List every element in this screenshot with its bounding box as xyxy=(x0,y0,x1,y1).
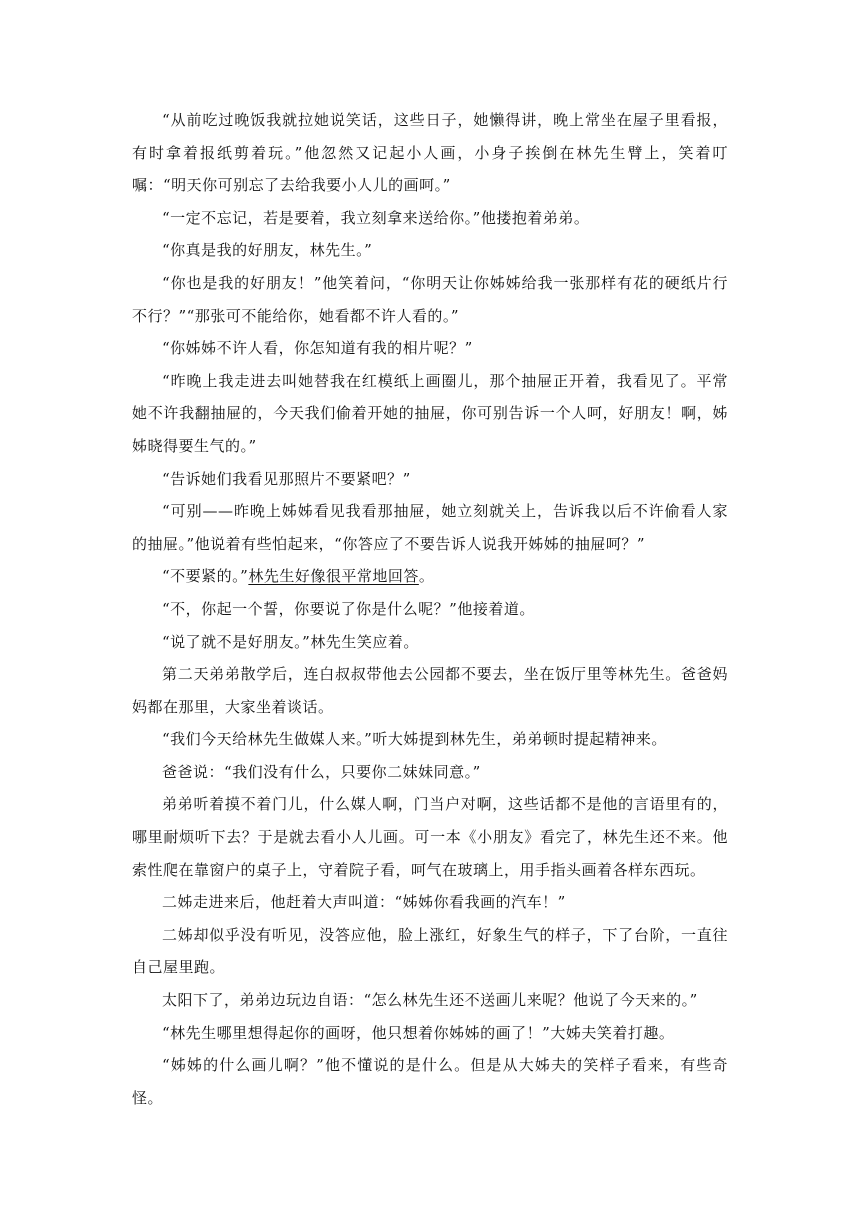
paragraph-17 xyxy=(132,919,728,984)
paragraph-text: “你真是我的好朋友，林先生。” xyxy=(162,241,373,260)
paragraph-text: 二姊却似乎没有听见，没答应他，脸上涨红，好象生气的样子，下了台阶，一直往自己屋里跑。 xyxy=(132,925,728,977)
paragraph-6 xyxy=(132,365,728,463)
underlined-phrase: 林先生好像很平常地回答 xyxy=(248,567,419,586)
paragraph-text: 太阳下了，弟弟边玩边自语：“怎么林先生还不送画儿来呢？他说了今天来的。” xyxy=(162,991,698,1010)
paragraph-text: “我们今天给林先生做媒人来。”听大姊提到林先生，弟弟顿时提起精神来。 xyxy=(162,730,667,749)
paragraph-text-end: 。 xyxy=(418,567,435,586)
paragraph-15 xyxy=(132,788,728,886)
paragraph-text: 弟弟听着摸不着门儿，什么媒人啊，门当户对啊，这些话都不是他的言语里有的，哪里耐烦听下去？于是就去看小人儿画。可一本《小朋友》看完了，林先生还不来。他索性爬在靠窗户的桌子上，守着院子看，呵气在玻璃上，用手指头画着各样东西玩。 xyxy=(132,795,728,879)
paragraph-text: “你也是我的好朋友！”他笑着问，“你明天让你姊姊给我一张那样有花的硬纸片行不行？”“那张可不能给你，她看都不许人看的。” xyxy=(132,273,728,325)
paragraph-12 xyxy=(132,658,728,723)
paragraph-11 xyxy=(132,626,728,659)
paragraph-2 xyxy=(132,202,728,235)
paragraph-text: 爸爸说：“我们没有什么，只要你二妹妹同意。” xyxy=(162,762,481,781)
paragraph-text: “告诉她们我看见那照片不要紧吧？” xyxy=(162,469,411,488)
paragraph-10 xyxy=(132,593,728,626)
paragraph-text: “说了就不是好朋友。”林先生笑应着。 xyxy=(162,632,419,651)
paragraph-text: “不要紧的。” xyxy=(162,567,249,586)
paragraph-20 xyxy=(132,1049,728,1114)
paragraph-7 xyxy=(132,463,728,496)
paragraph-4 xyxy=(132,267,728,332)
paragraph-text: “姊姊的什么画儿啊？”他不懂说的是什么。但是从大姊夫的笑样子看来，有些奇怪。 xyxy=(132,1056,728,1107)
paragraph-8 xyxy=(132,495,728,560)
paragraph-text: “一定不忘记，若是要着，我立刻拿来送给你。”他搂抱着弟弟。 xyxy=(162,208,590,227)
paragraph-5 xyxy=(132,332,728,365)
paragraph-9 xyxy=(132,560,728,593)
paragraph-text: “不，你起一个誓，你要说了你是什么呢？”他接着道。 xyxy=(162,599,535,618)
paragraph-19 xyxy=(132,1017,728,1050)
paragraph-1 xyxy=(132,104,728,202)
story-text xyxy=(132,104,728,1114)
paragraph-3 xyxy=(132,234,728,267)
paragraph-text: 二姊走进来后，他赶着大声叫道：“姊姊你看我画的汽车！” xyxy=(162,893,566,912)
paragraph-text: 第二天弟弟散学后，连白叔叔带他去公园都不要去，坐在饭厅里等林先生。爸爸妈妈都在那里，大家坐着谈话。 xyxy=(132,665,728,716)
paragraph-18 xyxy=(132,984,728,1017)
paragraph-text: “你姊姊不许人看，你怎知道有我的相片呢？” xyxy=(162,339,473,358)
paragraph-14 xyxy=(132,756,728,789)
paragraph-text: “林先生哪里想得起你的画呀，他只想着你姊姊的画了！”大姊夫笑着打趣。 xyxy=(162,1023,675,1042)
paragraph-16 xyxy=(132,886,728,919)
paragraph-text: “昨晚上我走进去叫她替我在红模纸上画圈儿，那个抽屉正开着，我看见了。平常她不许我翻抽屉的，今天我们偷着开她的抽屉，你可别告诉一个人呵，好朋友！啊，姊姊晓得要生气的。” xyxy=(132,371,728,455)
paragraph-text: “从前吃过晚饭我就拉她说笑话，这些日子，她懒得讲，晚上常坐在屋子里看报，有时拿着报纸剪着玩。”他忽然又记起小人画，小身子挨倒在林先生臂上，笑着叮嘱：“明天你可别忘了去给我要小人儿的画呵。” xyxy=(132,111,728,195)
paragraph-text: “可别——昨晚上姊姊看见我看那抽屉，她立刻就关上，告诉我以后不许偷看人家的抽屉。”他说着有些怕起来，“你答应了不要告诉人说我开姊姊的抽屉呵？” xyxy=(132,502,728,553)
paragraph-13 xyxy=(132,723,728,756)
